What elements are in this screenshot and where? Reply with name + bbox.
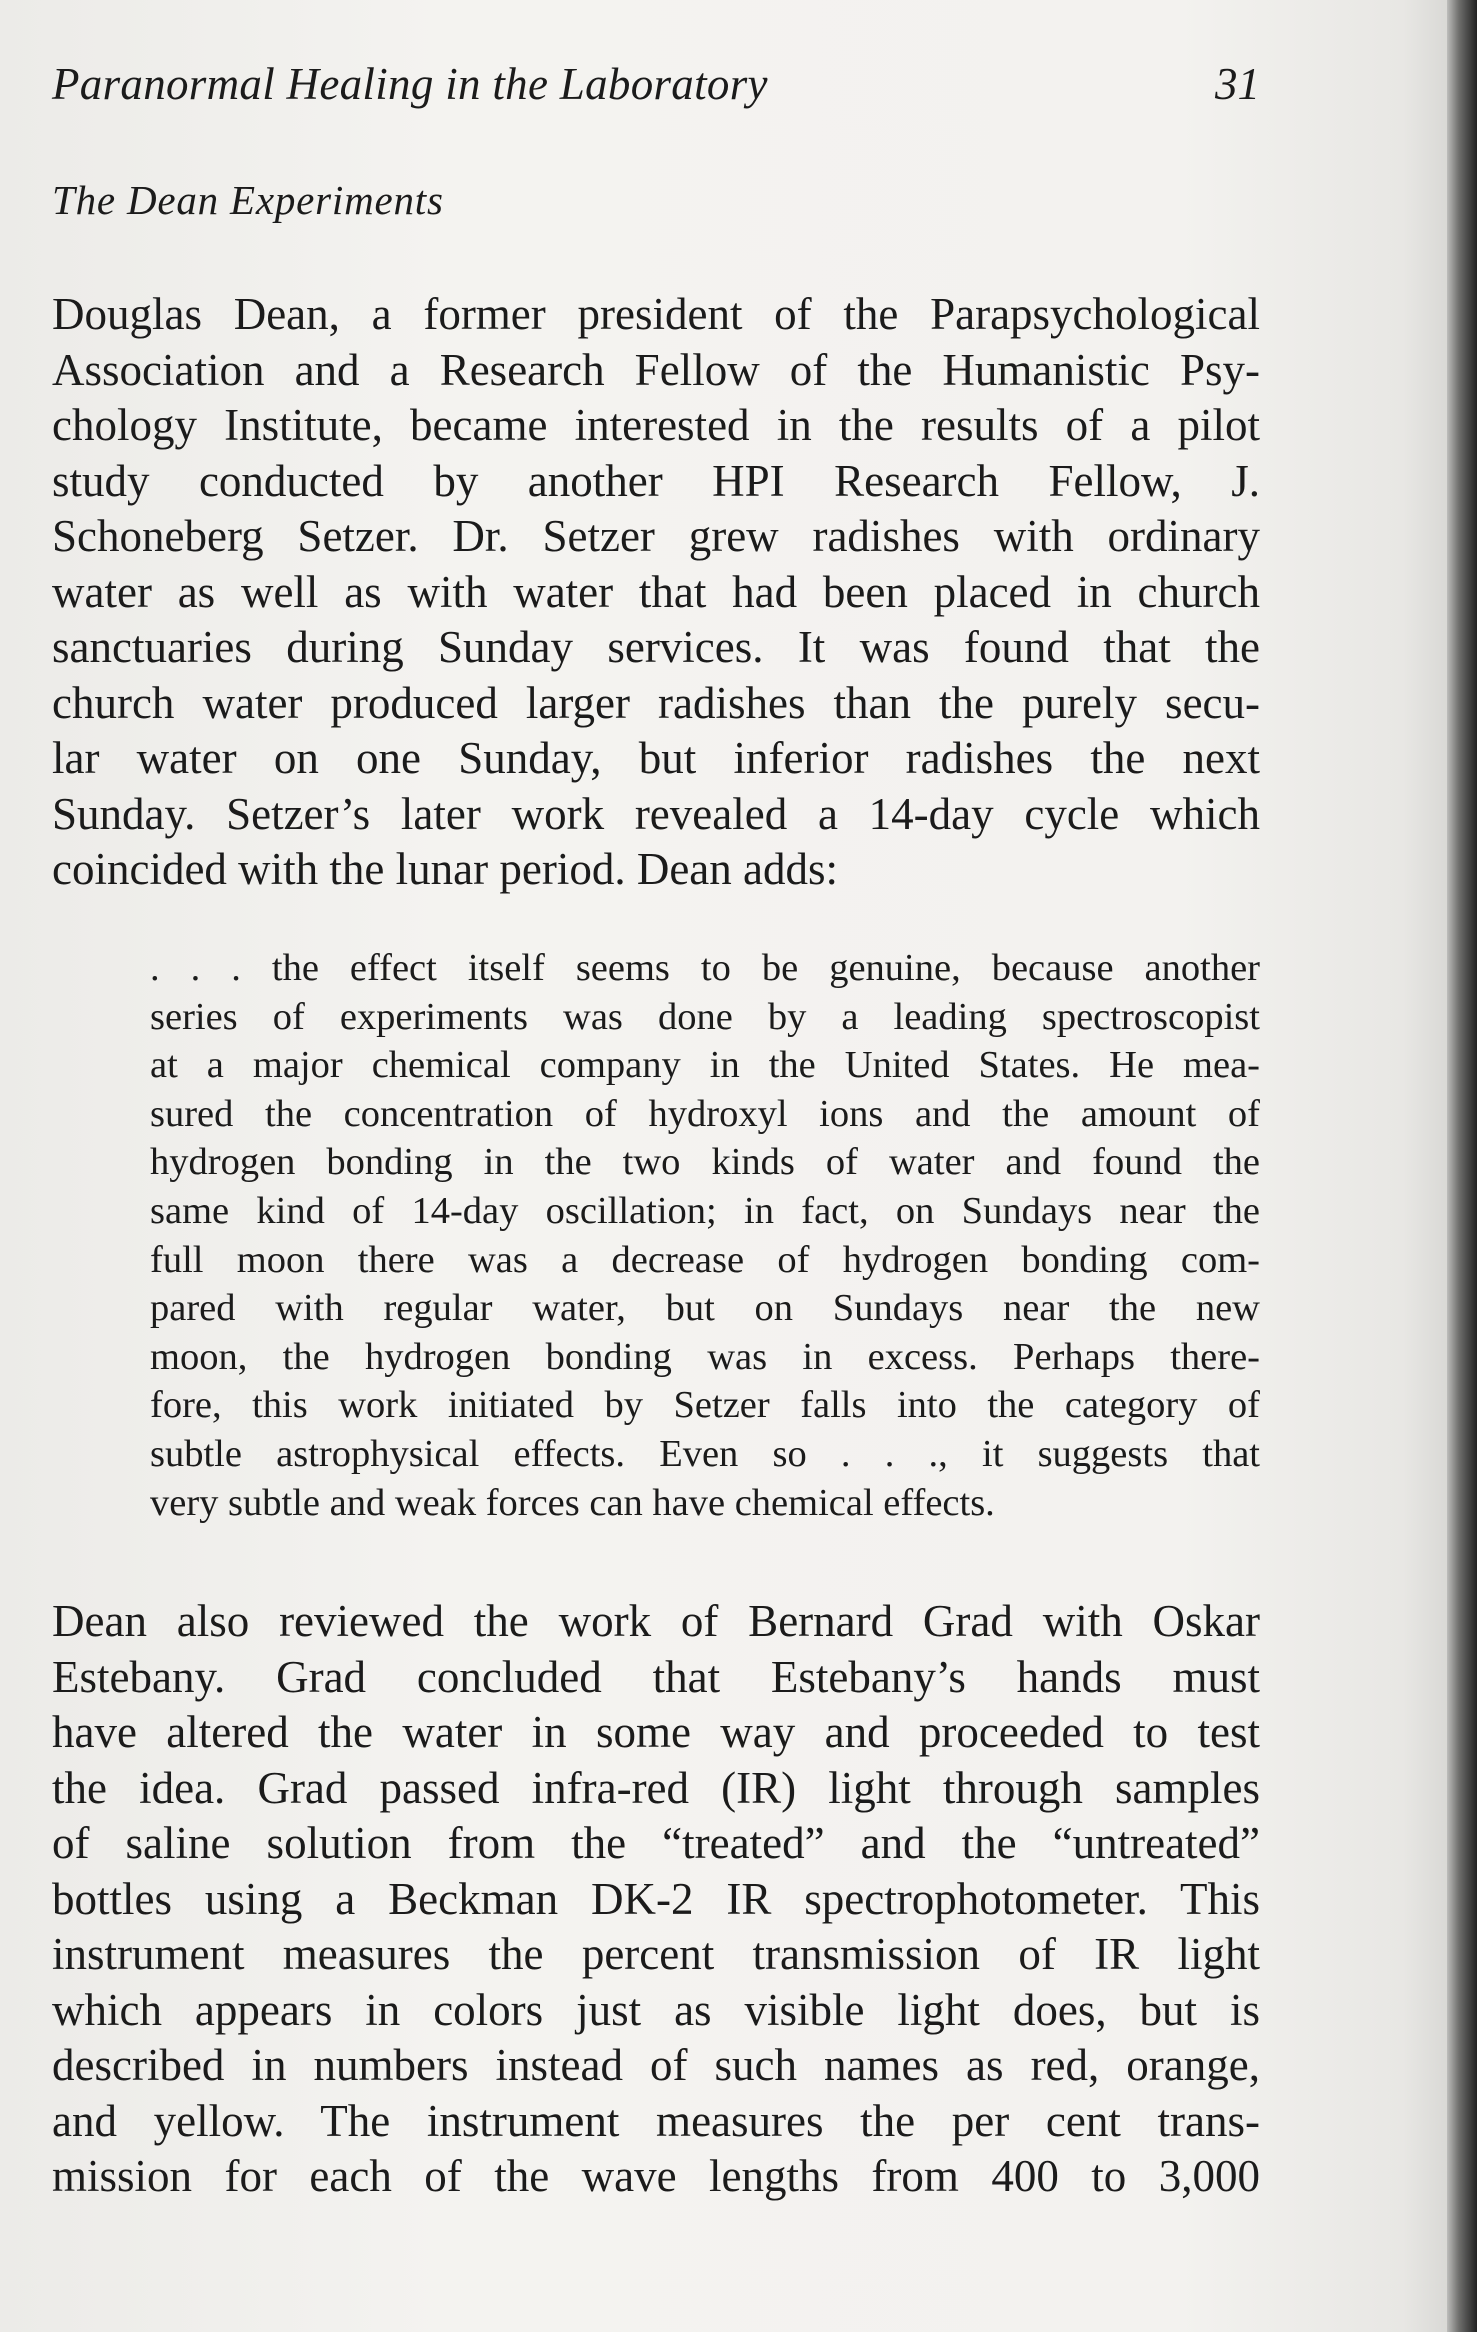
running-header [52,58,1260,118]
text-line: Douglas Dean, a former president of the Parapsychological [52,289,1260,339]
quote-line: fore, this work initiated by Setzer falls into the category of [150,1384,1260,1427]
quote-line: series of experiments was done by a leading spectroscopist [150,995,1260,1038]
text-line: church water produced larger radishes than the purely secu- [52,677,1260,728]
text-line: of saline solution from the “treated” and the “untreated” [52,1818,1260,1868]
quote-line: moon, the hydrogen bonding was in excess. Perhaps there- [150,1335,1260,1378]
text-line: Sunday. Setzer’s later work revealed a 14-day cycle which [52,788,1260,839]
text-line: Estebany. Grad concluded that Estebany’s hands must [52,1651,1260,1702]
quote-line: same kind of 14-day oscillation; in fact, on Sundays near the [150,1189,1260,1232]
text-line: mission for each of the wave lengths from 400 to 3,000 [52,2151,1260,2201]
quote-line: full moon there was a decrease of hydrogen bonding com- [150,1238,1260,1281]
text-line: Association and a Research Fellow of the Humanistic Psy- [52,344,1260,395]
block-quote [150,944,1260,1527]
quote-line: . . . the effect itself seems to be genuine, because another [150,947,1260,989]
text-line: sanctuaries during Sunday services. It was found that the [52,622,1260,672]
quote-line: pared with regular water, but on Sundays near the new [150,1287,1260,1330]
text-line: described in numbers instead of such names as red, orange, [52,2040,1260,2090]
text-line: have altered the water in some way and proceeded to test [52,1707,1260,1757]
quote-line: hydrogen bonding in the two kinds of water and found the [150,1141,1260,1184]
text-line: and yellow. The instrument measures the per cent trans- [52,2095,1260,2146]
text-line: study conducted by another HPI Research Fellow, J. [52,455,1260,506]
section-heading: The Dean Experiments [52,177,444,223]
running-title: Paranormal Healing in the Laboratory [52,59,768,109]
text-line: water as well as with water that had been placed in church [52,566,1260,617]
paragraph-grad-review [52,1594,1260,2205]
text-line: lar water on one Sunday, but inferior radishes the next [52,733,1260,783]
text-line: coincided with the lunar period. Dean adds: [52,844,839,894]
text-line: the idea. Grad passed infra-red (IR) light through samples [52,1762,1260,1813]
quote-line: at a major chemical company in the United States. He mea- [150,1044,1260,1087]
text-line: Schoneberg Setzer. Dr. Setzer grew radishes with ordinary [52,511,1260,561]
text-line: instrument measures the percent transmission of IR light [52,1929,1260,1979]
paragraph-dean-intro [52,287,1260,898]
page-binding-edge [1447,0,1477,2332]
text-line: bottles using a Beckman DK-2 IR spectrophotometer. This [52,1873,1260,1924]
quote-line: subtle astrophysical effects. Even so . . ., it suggests that [150,1432,1260,1475]
page-number: 31 [1215,59,1260,109]
quote-line: very subtle and weak forces can have chemical effects. [150,1481,995,1524]
quote-line: sured the concentration of hydroxyl ions and the amount of [150,1092,1260,1135]
text-line: Dean also reviewed the work of Bernard Grad with Oskar [52,1596,1260,1646]
text-line: chology Institute, became interested in the results of a pilot [52,400,1260,450]
text-line: which appears in colors just as visible light does, but is [52,1984,1260,2035]
